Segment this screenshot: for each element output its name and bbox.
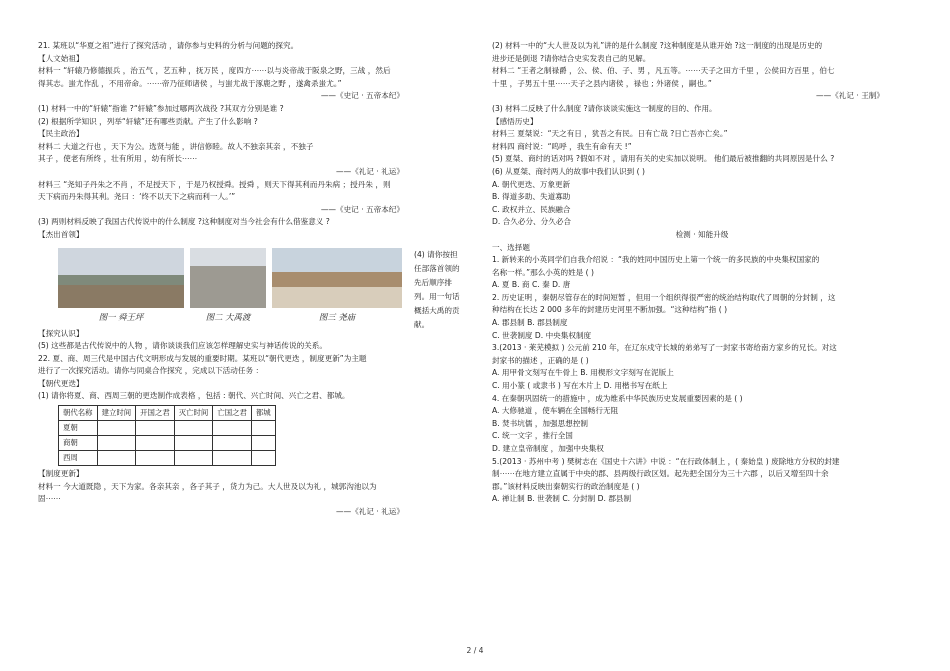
text-line: A. 夏 B. 商 C. 秦 D. 唐 <box>492 280 571 290</box>
statue-photo-image <box>190 248 266 308</box>
text-line: 得其志。蚩尤作乱 ，不用帝命。⋯⋯帝乃征师诸侯 ，与蚩尤战于涿鹿之野 ，遂禽杀蚩尤。” <box>38 78 342 88</box>
text-line: 进步还是倒退 ?请你结合史实发表自己的见解。 <box>492 53 651 63</box>
table-cell[interactable] <box>97 436 136 451</box>
text-line: 郡。”该材料反映出秦朝实行的政治制度是 ( ) <box>492 481 640 491</box>
text-line: 进行了一次探究活动。请你与同桌合作探究 ，完成以下活动任务 ： <box>38 366 264 376</box>
text-line: A. 用甲骨文刻写在牛骨上 B. 用楔形文字刻写在泥版上 <box>492 368 674 378</box>
text-line: C. 世袭制度 D. 中央集权制度 <box>492 330 592 340</box>
table-header-row <box>59 406 276 421</box>
text-line: (1) 请你将夏、商、西周三朝的更迭制作成表格 ，包括 : 朝代、兴亡时间、兴亡之君、都城。 <box>38 391 350 401</box>
text-line: C. 统一文字 ，推行全国 <box>492 431 573 441</box>
text-line: 材料四 商纣说：“呜呼 ，我生有命有天 !” <box>492 141 632 151</box>
text-line: 封家书的描述 ，正确的是 ( ) <box>492 355 589 365</box>
text-line: 材料三 “尧知子丹朱之不肖 ，不足授天下 ，于是乃权授舜。授舜 ，则天下得其利而丹朱病 ；授丹朱 ，则 <box>38 179 391 189</box>
table-cell[interactable] <box>213 436 252 451</box>
table-header-cell: 亡国之君 <box>213 406 252 421</box>
page-number: 2 / 4 <box>466 646 484 655</box>
table-cell[interactable] <box>97 451 136 466</box>
table-header-cell: 开国之君 <box>136 406 175 421</box>
text-line: 【人文始祖】 <box>38 53 84 63</box>
text-line: 材料二 大道之行也 ，天下为公。选贤与能 ，讲信修睦。故人不独亲其亲 ，不独子 <box>38 141 314 151</box>
table-header-cell: 灭亡时间 <box>174 406 213 421</box>
text-line: (3) 两则材料反映了我国古代传说中的什么制度 ?这种制度对当今社会有什么借鉴意义 ? <box>38 217 330 227</box>
table-cell[interactable] <box>213 421 252 436</box>
text-line: B. 焚书坑儒 ，加强思想控制 <box>492 418 588 428</box>
table-cell[interactable] <box>97 421 136 436</box>
text-line: (6) 从夏桀、商纣两人的故事中我们认识到 ( ) <box>492 166 646 176</box>
text-line: 【感悟历史】 <box>492 116 538 126</box>
text-line: A. 大修驰道 ，使车辆在全国畅行无阻 <box>492 406 619 416</box>
text-line: A. 朝代更迭、万象更新 <box>492 179 571 189</box>
text-line: 5.(2013 · 苏州中考 ) 樊树志在《国史十六讲》中说 ：“在行政体制上 ，( 秦始皇 ) 废除地方分权的封建 <box>492 456 840 466</box>
right-column <box>492 40 912 506</box>
table-cell[interactable] <box>174 451 213 466</box>
section-heading: 一、选择题 <box>492 242 530 252</box>
table-row-label: 商朝 <box>59 436 98 451</box>
text-line: (2) 材料一中的“大人世及以为礼”讲的是什么制度 ?这种制度是从谁开始 ?这一制度的出现是历史的 <box>492 41 823 50</box>
table-cell[interactable] <box>136 421 175 436</box>
text-line: A. 郡县制 B. 郡县制度 <box>492 318 568 328</box>
table-cell[interactable] <box>136 451 175 466</box>
table-row <box>59 421 276 436</box>
table-header-cell: 朝代名称 <box>59 406 98 421</box>
text-line: A. 禅让制 B. 世袭制 C. 分封制 D. 郡县制 <box>492 494 632 504</box>
photo-shunwangping <box>58 248 184 324</box>
text-line: D. 合久必分、分久必合 <box>492 217 572 227</box>
text-line: 【朝代更迭】 <box>38 378 84 388</box>
table-row-label: 夏朝 <box>59 421 98 436</box>
table-cell[interactable] <box>251 436 275 451</box>
text-line: ——《史记 · 五帝本纪》 <box>320 204 404 214</box>
text-line: 种结构在长达 2 000 多年的封建历史河里不断加强。“这种结构”指 ( ) <box>492 305 728 315</box>
table-cell[interactable] <box>251 421 275 436</box>
text-line: B. 得道多助、失道寡助 <box>492 192 571 202</box>
text-line: 2. 历史证明 ，秦朝尽管存在的时间短暂 ，但用一个组织得很严密的统治结构取代了周朝的分封制 ，这 <box>492 292 836 302</box>
text-line: 制⋯⋯在地方建立直属于中央的郡、县两级行政区划。起先把全国分为三十六郡 ，以后又增至四十余 <box>492 469 829 479</box>
photo-yaomiao <box>272 248 402 324</box>
text-line: 3.(2013 · 莱芜模拟 ) 公元前 210 年，在辽东戍守长城的弟弟写了一封家书寄给南方家乡的兄长。对这 <box>492 343 837 353</box>
side-text-line: 列。用一句话 <box>414 291 460 301</box>
text-line: (5) 这些都是古代传说中的人物 ，请你谈谈我们应该怎样理解史实与神话传说的关系。 <box>38 341 327 351</box>
text-line: C. 用小篆 ( 或隶书 ) 写在木片上 D. 用楷书写在纸上 <box>492 381 668 391</box>
text-line: ——《礼记 · 礼运》 <box>336 506 404 516</box>
table-header-cell: 都城 <box>251 406 275 421</box>
text-line: 其子 ，使老有所终 ，壮有所用 ，幼有所长⋯⋯ <box>38 154 198 164</box>
text-line: C. 政权并立、民族融合 <box>492 204 571 214</box>
text-line: 材料一 “轩辕乃修德振兵 ，治五气 ，艺五种 ，抚万民 ，度四方⋯⋯以与炎帝战于阪泉之野，三战 ，然后 <box>38 66 391 76</box>
text-line: 1. 新转来的小英同学们自我介绍说 ：“我的姓同中国历史上第一个统一的多民族的中央集权国家的 <box>492 255 820 265</box>
text-line: ——《礼记 · 王制》 <box>816 91 884 101</box>
text-line: (3) 材料二反映了什么制度 ?请你谈谈实施这一制度的目的、作用。 <box>492 103 717 113</box>
text-line: (2) 根据所学知识 ，列举“轩辕”还有哪些贡献。产生了什么影响 ? <box>38 116 258 126</box>
text-line: ——《史记 · 五帝本纪》 <box>320 91 404 101</box>
text-line: 材料三 夏桀说：“天之有日 ，犹吾之有民。日有亡哉 ?日亡吾亦亡矣。” <box>492 129 728 139</box>
text-line: D. 建立皇帝制度 ，加强中央集权 <box>492 444 604 453</box>
text-line: 天下病而丹朱得其利。尧曰 ：‘终不以天下之病而利一人。’” <box>38 192 236 202</box>
text-line: 【制度更新】 <box>38 469 84 479</box>
left-column <box>38 40 460 518</box>
side-text-line: 先后顺序排 <box>414 277 452 287</box>
photo-dayudu <box>190 248 266 324</box>
text-line: 固⋯⋯ <box>38 494 61 504</box>
side-text-line: 任部落首领的 <box>414 263 460 273</box>
mountain-photo-image <box>58 248 184 308</box>
text-line: 【杰出首领】 <box>38 229 84 239</box>
text-line: 22. 夏、商、周三代是中国古代文明形成与发展的重要时期。某班以“朝代更迭 ，制度更新”为主题 <box>38 353 367 363</box>
text-line: 【民主政治】 <box>38 129 84 139</box>
text-line: 【探究认识】 <box>38 328 84 338</box>
text-line: 21. 某班以“华夏之祖”进行了探究活动 ，请你参与史料的分析与问题的探究。 <box>38 41 299 50</box>
table-row-label: 西周 <box>59 451 98 466</box>
photo-side-question <box>414 248 474 332</box>
text-line: (5) 夏桀、商纣的话对吗 ?假如不对 ，请用有关的史实加以说明。 他们最后被推翻的共同原因是什么 ? <box>492 154 835 164</box>
table-row <box>59 436 276 451</box>
side-text-line: 概括大禹的贡 <box>414 305 460 315</box>
table-cell[interactable] <box>174 421 213 436</box>
table-cell[interactable] <box>251 451 275 466</box>
photo-caption: 图二 大禹渡 <box>205 311 251 322</box>
table-cell[interactable] <box>136 436 175 451</box>
photo-caption: 图三 尧庙 <box>318 311 356 322</box>
table-cell[interactable] <box>174 436 213 451</box>
table-header-cell: 建立时间 <box>97 406 136 421</box>
section-title: 检测 · 知能升级 <box>675 229 729 239</box>
table-row <box>59 451 276 466</box>
text-line: (1) 材料一中的“轩辕”指谁 ?“轩辕”参加过哪两次战役 ?其双方分别是谁 ? <box>38 103 284 113</box>
dynasty-table <box>58 405 276 466</box>
photo-caption: 图一 舜王坪 <box>98 311 144 322</box>
photo-row <box>58 248 460 329</box>
text-line: 十里 ，子男五十里⋯⋯天子之县内诸侯 ，禄也 ; 外诸侯 ，嗣也。” <box>492 78 712 88</box>
side-text-line: 献。 <box>414 319 430 329</box>
text-line: 材料二 “王者之制禄爵 ，公、侯、伯、子、男 ，凡五等。⋯⋯天子之田方千里 ，公侯田方百里 ，伯七 <box>492 66 835 76</box>
temple-photo-image <box>272 248 402 308</box>
side-text-line: (4) 请你按担 <box>414 249 458 259</box>
text-line: ——《礼记 · 礼运》 <box>336 166 404 176</box>
text-line: 材料一 今大道既隐 ，天下为家。各亲其亲 ，各子其子 ，货力为己。大人世及以为礼 ，城郭沟池以为 <box>38 481 377 491</box>
text-line: 4. 在秦朝巩固统一的措施中 ，成为维系中华民族历史发展重要因素的是 ( ) <box>492 393 743 403</box>
text-line: 名称一样。”那么小英的姓是 ( ) <box>492 267 595 277</box>
table-cell[interactable] <box>213 451 252 466</box>
